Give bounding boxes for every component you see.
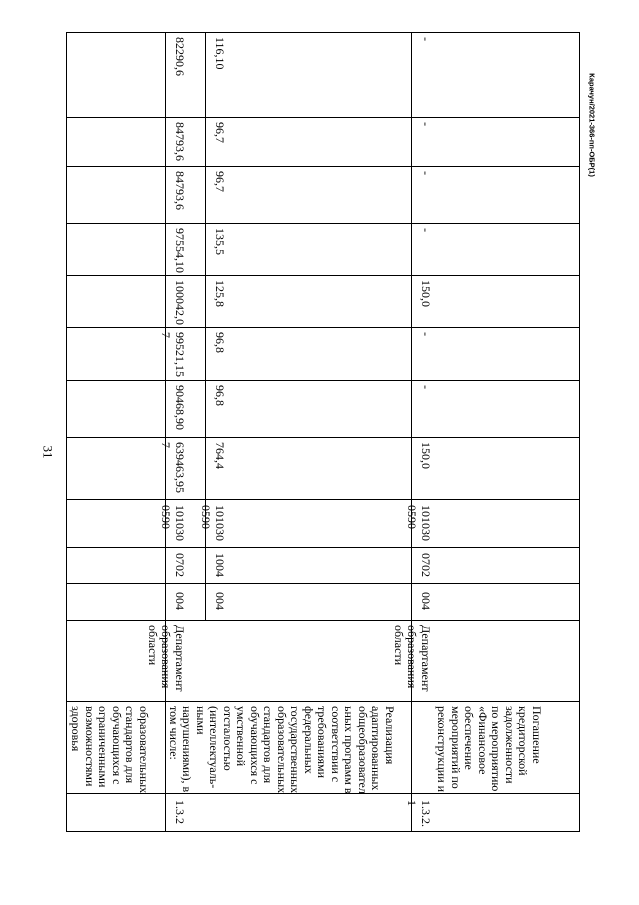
- row-csr: 101030 0590: [405, 505, 433, 541]
- row-department: Департамент образования области: [146, 625, 187, 692]
- row-number: 1.3.2: [173, 800, 187, 824]
- row-csr: 101030 0590: [159, 505, 187, 541]
- document-code: Карачун/2021-366-пп-ОБР(1): [587, 73, 597, 177]
- value-cell: 99521,15 7: [159, 332, 187, 377]
- value-cell: -: [419, 171, 433, 175]
- value-cell: 84793,6: [173, 122, 187, 161]
- value-cell: 97554,10: [173, 228, 187, 273]
- row-grbs: 004: [419, 592, 433, 610]
- value-cell: 84793,6: [173, 171, 187, 210]
- row-name: Погашение кредиторской задолженности по мероприятию «Финансовое обеспечение мероприятий по реконструкции и: [435, 706, 544, 793]
- value-cell: 125,8: [213, 280, 227, 307]
- value-cell: 135,5: [213, 228, 227, 255]
- value-cell: 96,7: [213, 171, 227, 192]
- value-cell: -: [419, 332, 433, 336]
- page-number: 31: [40, 445, 56, 459]
- row-grbs: 004: [173, 592, 187, 610]
- row-grbs: 004: [213, 592, 227, 610]
- row-name: образовательных стандартов для обучающихся с ограниченными возможностями здоровья: [69, 706, 151, 794]
- row-name: Реализация адаптированных общеобразовател ьных программ в соответствии с требованиями федеральных государственных образовательных стандартов для обучающихся с умственной отсталостью (интеллектуаль- ными нарушениями), в том числе:: [167, 706, 397, 794]
- value-cell: -: [419, 228, 433, 232]
- value-cell: 96,8: [213, 332, 227, 353]
- row-rzpr: 0702: [173, 553, 187, 577]
- value-cell: -: [419, 122, 433, 126]
- value-cell: 82290,6: [173, 37, 187, 76]
- value-cell: -: [419, 385, 433, 389]
- row-department: Департамент образования области: [392, 625, 433, 692]
- value-cell: 116,10: [213, 37, 227, 70]
- value-cell: 150,0: [419, 442, 433, 469]
- value-cell: 639463,95 7: [159, 442, 187, 493]
- value-cell: 100042,0: [173, 280, 187, 325]
- row-csr: 101030 0590: [199, 505, 227, 541]
- row-number: 1.3.2. 1: [405, 800, 433, 827]
- value-cell: -: [419, 37, 433, 41]
- value-cell: 96,8: [213, 385, 227, 406]
- row-rzpr: 1004: [213, 553, 227, 577]
- value-cell: 96,7: [213, 122, 227, 143]
- value-cell: 150,0: [419, 280, 433, 307]
- value-cell: 764,4: [213, 442, 227, 469]
- row-rzpr: 0702: [419, 553, 433, 577]
- value-cell: 90468,90: [173, 385, 187, 430]
